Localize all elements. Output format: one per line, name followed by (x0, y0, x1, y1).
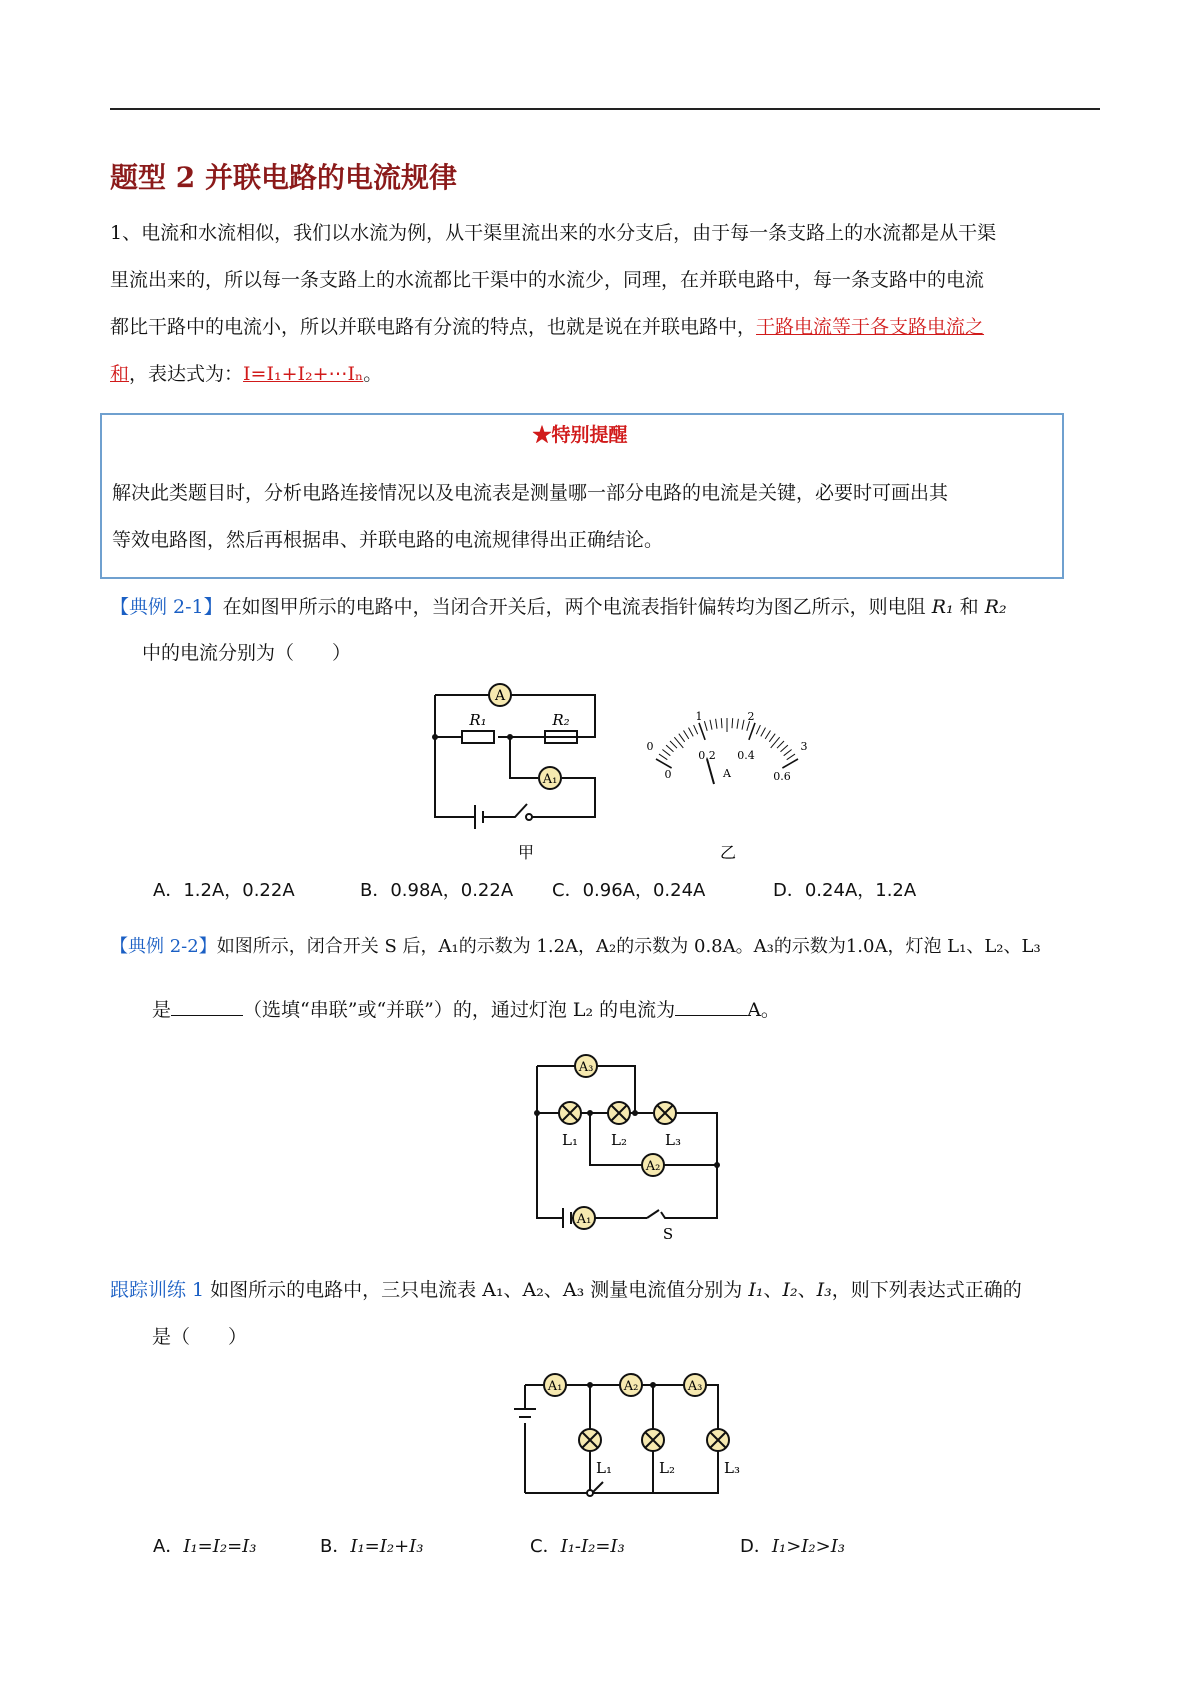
dial-pointer (707, 759, 714, 784)
a1-label: A₁ (576, 1212, 592, 1227)
dial-lower-label: 0.2 (698, 749, 716, 762)
dial-tick (662, 750, 670, 756)
answer-blank (675, 997, 747, 1016)
switch-pivot (587, 1490, 593, 1496)
dial-lower-label: 0.4 (737, 749, 755, 762)
dial-tick (704, 721, 707, 731)
dial-upper-label: 2 (747, 710, 755, 723)
example2-text: 是 (152, 999, 172, 1021)
example1-option-c: C．0.96A，0.24A (552, 880, 706, 901)
dial-upper-label: 1 (695, 710, 703, 723)
example1-tag: 【典例 2-1】 (110, 596, 223, 618)
l2-label: L₂ (611, 1131, 627, 1149)
option-expression: I₁=I₂+I₃ (350, 1536, 424, 1557)
reminder-title: ★特别提醒 (532, 424, 628, 446)
option-prefix: A． (153, 1536, 184, 1557)
key-conclusion-end: 和 (110, 363, 130, 385)
practice1-text: 如图所示的电路中，三只电流表 A₁、A₂、A₃ 测量电流值分别为 (204, 1279, 749, 1301)
junction-dot (632, 1110, 638, 1116)
practice1-circuit (510, 1365, 740, 1510)
reminder-line: 等效电路图，然后再根据串、并联电路的电流规律得出正确结论。 (112, 529, 664, 551)
reminder-line: 解决此类题目时，分析电路连接情况以及电流表是测量哪一部分电路的电流是关键，必要时可画出其 (112, 482, 949, 504)
junction-dot (714, 1162, 720, 1168)
figure-b-caption: 乙 (719, 843, 737, 862)
l1-label: L₁ (596, 1459, 612, 1477)
option-prefix: C． (530, 1536, 561, 1557)
answer-blank (171, 997, 243, 1016)
resistor-r1 (462, 731, 494, 743)
header-rule (110, 108, 1100, 110)
practice1-question-line2: 是（ ） (152, 1326, 248, 1348)
example1-figures (420, 675, 820, 865)
dial-upper-label: 3 (800, 740, 808, 753)
example2-circuit (525, 1050, 735, 1245)
practice1-option-c (530, 1532, 625, 1558)
dial-tick (782, 759, 798, 768)
junction-dot (587, 1110, 593, 1116)
example2-question-line1 (110, 932, 1041, 958)
dial-tick (756, 725, 760, 734)
dial-lower-label: 0 (664, 768, 672, 781)
junction-dot (650, 1382, 656, 1388)
paragraph-line (110, 351, 1100, 398)
dial-tick (761, 728, 766, 737)
junction-dot (534, 1110, 540, 1116)
practice1-text: ，则下列表达式正确的 (831, 1279, 1022, 1301)
current-formula: I=I₁+I₂+⋯Iₙ (243, 363, 364, 385)
paragraph-line: 1、电流和水流相似，我们以水流为例，从干渠里流出来的水分支后，由于每一条支路上的水流都是从干渠 (110, 222, 997, 244)
dial-tick (689, 728, 694, 737)
figure-a-caption: 甲 (517, 843, 535, 862)
practice1-sep: 、 (797, 1279, 817, 1301)
example2-text: A。 (747, 999, 780, 1021)
dial-tick (666, 745, 673, 752)
dial-tick (679, 734, 685, 742)
paragraph-text: 。 (363, 363, 383, 385)
dial-tick (659, 754, 667, 760)
option-expression: I₁-I₂=I₃ (560, 1536, 625, 1557)
a2-label: A₂ (645, 1159, 661, 1174)
dial-tick (670, 741, 677, 748)
example2-question-line2 (152, 995, 780, 1022)
battery (475, 805, 483, 829)
dial-tick (710, 720, 712, 730)
switch-label: S (662, 1225, 674, 1243)
dial-tick (721, 718, 722, 728)
dial-lower-label: 0.6 (773, 770, 791, 783)
dial-tick (784, 750, 792, 756)
circuit-wire (525, 1385, 718, 1493)
ammeter-a1-label: A₁ (542, 772, 558, 787)
example2-text: （选填“串联”或“并联”）的，通过灯泡 L₂ 的电流为 (243, 999, 676, 1021)
a2-label: A₂ (623, 1379, 639, 1394)
a3-label: A₃ (687, 1379, 703, 1394)
practice1-option-a (153, 1532, 256, 1558)
paragraph-text: 都比干路中的电流小，所以并联电路有分流的特点，也就是说在并联电路中， (110, 316, 757, 338)
ammeter-dial (656, 718, 798, 768)
a3-label: A₃ (578, 1060, 594, 1075)
i1-symbol: I₁ (748, 1279, 764, 1301)
option-prefix: B． (320, 1536, 351, 1557)
dial-tick (777, 741, 784, 748)
key-conclusion: 干路电流等于各支路电流之 (756, 316, 985, 338)
battery (514, 1409, 536, 1417)
dial-tick (716, 719, 717, 729)
practice1-sep: 、 (763, 1279, 783, 1301)
dial-tick (656, 759, 672, 768)
paragraph-line: 里流出来的，所以每一条支路上的水流都比干渠中的水流少，同理，在并联电路中，每一条支路中的电流 (110, 269, 985, 291)
a1-label: A₁ (547, 1379, 563, 1394)
l3-label: L₃ (665, 1131, 681, 1149)
switch (647, 1210, 659, 1218)
example1-option-d: D．0.24A，1.2A (773, 880, 917, 901)
example2-text: 如图所示，闭合开关 S 后，A₁的示数为 1.2A，A₂的示数为 0.8A。A₃的示数为1.0A，灯泡 L₁、L₂、L₃ (216, 936, 1041, 957)
example1-and: 和 (953, 596, 985, 618)
dial-tick (694, 725, 698, 734)
l1-label: L₁ (562, 1131, 578, 1149)
dial-upper-label: 0 (646, 740, 654, 753)
example1-question-line2: 中的电流分别为（ ） (142, 642, 352, 664)
i3-symbol: I₃ (816, 1279, 832, 1301)
example1-question-line1 (110, 592, 1007, 619)
section-heading: 题型 2 并联电路的电流规律 (110, 161, 457, 194)
r2-label: R₂ (552, 711, 570, 729)
battery (563, 1208, 571, 1228)
section-paragraph (110, 210, 1100, 398)
practice1-option-b (320, 1532, 424, 1558)
switch-pivot (526, 814, 532, 820)
dial-tick (732, 718, 733, 728)
l3-label: L₃ (724, 1459, 740, 1477)
example1-option-a: A．1.2A，0.22A (153, 880, 295, 901)
r2-symbol: R₂ (984, 596, 1007, 618)
option-expression: I₁=I₂=I₃ (183, 1536, 257, 1557)
paragraph-line (110, 304, 1100, 351)
practice1-option-d (740, 1532, 845, 1558)
reminder-text (112, 470, 1052, 564)
option-prefix: D． (740, 1536, 772, 1557)
junction-dot (432, 734, 438, 740)
junction-dot (587, 1382, 593, 1388)
r1-label: R₁ (469, 711, 487, 729)
i2-symbol: I₂ (782, 1279, 798, 1301)
circuit-wire (435, 695, 595, 817)
l2-label: L₂ (659, 1459, 675, 1477)
ammeter-a-label: A (494, 688, 506, 704)
dial-unit: A (723, 767, 731, 780)
dial-tick (737, 719, 738, 729)
example1-option-b: B．0.98A，0.22A (360, 880, 514, 901)
dial-tick (787, 754, 795, 760)
r1-symbol: R₁ (931, 596, 954, 618)
dial-tick (765, 731, 770, 739)
junction-dot (507, 734, 513, 740)
dial-tick (769, 734, 775, 742)
option-expression: I₁>I₂>I₃ (771, 1536, 846, 1557)
dial-tick (742, 720, 744, 730)
practice1-tag: 跟踪训练 1 (110, 1279, 205, 1301)
dial-tick (749, 723, 755, 740)
example2-tag: 【典例 2-2】 (110, 936, 217, 957)
dial-tick (684, 731, 689, 739)
dial-tick (699, 723, 705, 740)
example1-text: 在如图甲所示的电路中，当闭合开关后，两个电流表指针偏转均为图乙所示，则电阻 (222, 596, 932, 618)
dial-tick (781, 745, 788, 752)
paragraph-text: ，表达式为： (129, 363, 244, 385)
practice1-question-line1 (110, 1275, 1022, 1302)
